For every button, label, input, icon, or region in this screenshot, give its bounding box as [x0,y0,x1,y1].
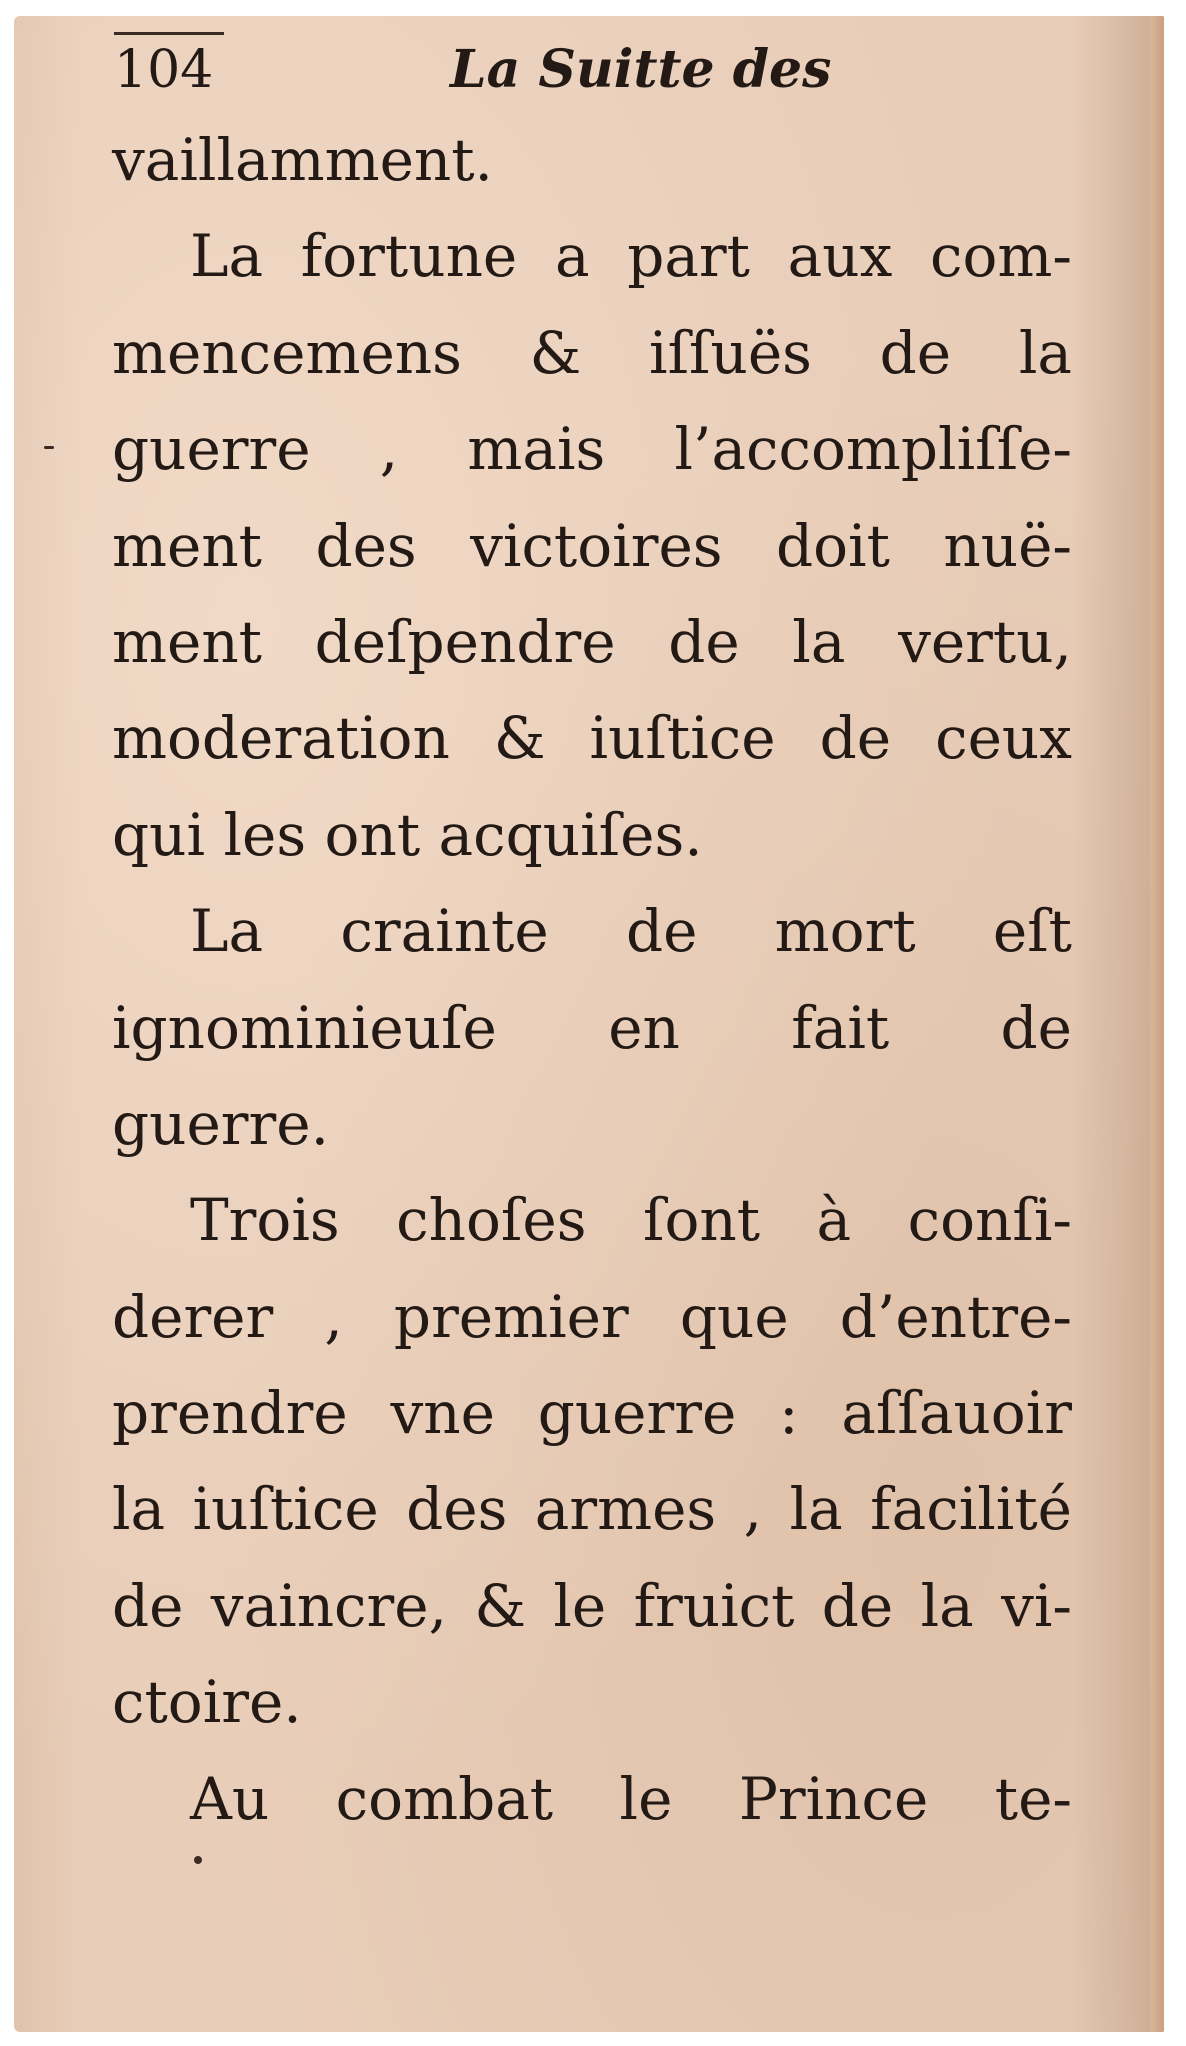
body-text [112,112,1072,1847]
text-line: ment des victoires doit nuë- [112,511,1072,580]
ink-speck [44,446,54,449]
text-line: moderation & iuſtice de ceux [112,704,1072,773]
page-header [114,34,874,106]
text-line: ment deſpendre de la vertu, [112,607,1072,676]
page-edge [1150,16,1164,2032]
text-line: la iuſtice des armes , la facilité [112,1475,1072,1544]
text-line: ctoire. [112,1668,302,1737]
running-head: La Suitte des [450,39,832,100]
text-line: vaillamment. [112,126,493,194]
header-rule [114,32,224,35]
text-line: de vaincre, & le fruict de la vi- [112,1571,1072,1640]
text-line: La crainte de mort eſt [190,897,1072,966]
text-line: Trois choſes ſont à conſi- [190,1186,1072,1255]
ink-speck [194,1856,202,1864]
text-line: Au combat le Prince te- [190,1764,1072,1833]
book-page [14,16,1164,2032]
text-line: La fortune a part aux com- [190,222,1072,291]
page-number: 104 [114,40,214,100]
text-line: ignominieuſe en fait de [112,993,1072,1062]
text-line: prendre vne guerre : aſſauoir [112,1379,1072,1448]
text-line: derer , premier que d’entre- [112,1282,1072,1351]
text-line: guerre , mais l’accompliſſe- [112,415,1072,484]
text-line: mencemens & iſſuës de la [112,318,1072,387]
text-line: guerre. [112,1089,330,1158]
text-line: qui les ont acquiſes. [112,800,703,869]
